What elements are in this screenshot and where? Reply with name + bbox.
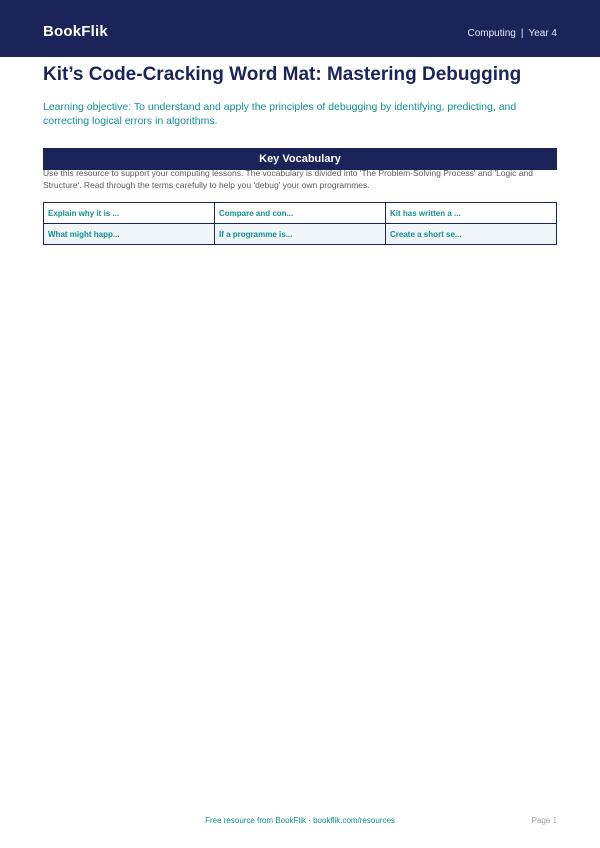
table-cell[interactable]: Kit has written a ... (386, 203, 557, 224)
table-cell[interactable]: If a programme is... (215, 224, 386, 245)
separator: | (520, 28, 524, 39)
table-cell[interactable]: Compare and con... (215, 203, 386, 224)
table-row (44, 203, 557, 224)
question-table (43, 202, 557, 245)
vocabulary-intro: Use this resource to support your computing lessons. The vocabulary is divided into 'The Problem-Solving Process' and 'Logic and Structure'. Read through the terms carefully to help you 'debug' your own programmes. (43, 168, 533, 190)
learning-objective: Learning objective: To understand and apply the principles of debugging by identifying, predicting, and correcting logical errors in algorithms. (43, 101, 517, 127)
subject-label: Computing (467, 28, 516, 39)
vocabulary-heading: Key Vocabulary (43, 148, 557, 170)
subject-year-label (467, 28, 557, 39)
header-bar (0, 0, 600, 57)
year-label: Year 4 (528, 28, 557, 39)
page-title: Kit’s Code-Cracking Word Mat: Mastering Debugging (43, 64, 522, 85)
table-cell[interactable]: What might happ... (44, 224, 215, 245)
table-row (44, 224, 557, 245)
page-footer (0, 816, 600, 828)
table-cell[interactable]: Create a short se... (386, 224, 557, 245)
table-cell[interactable]: Explain why it is ... (44, 203, 215, 224)
footer-credit-link[interactable]: Free resource from BookFlik · bookflik.com/resources (205, 816, 395, 825)
page-number: Page 1 (531, 816, 557, 825)
brand-logo[interactable]: BookFlik (43, 23, 108, 40)
